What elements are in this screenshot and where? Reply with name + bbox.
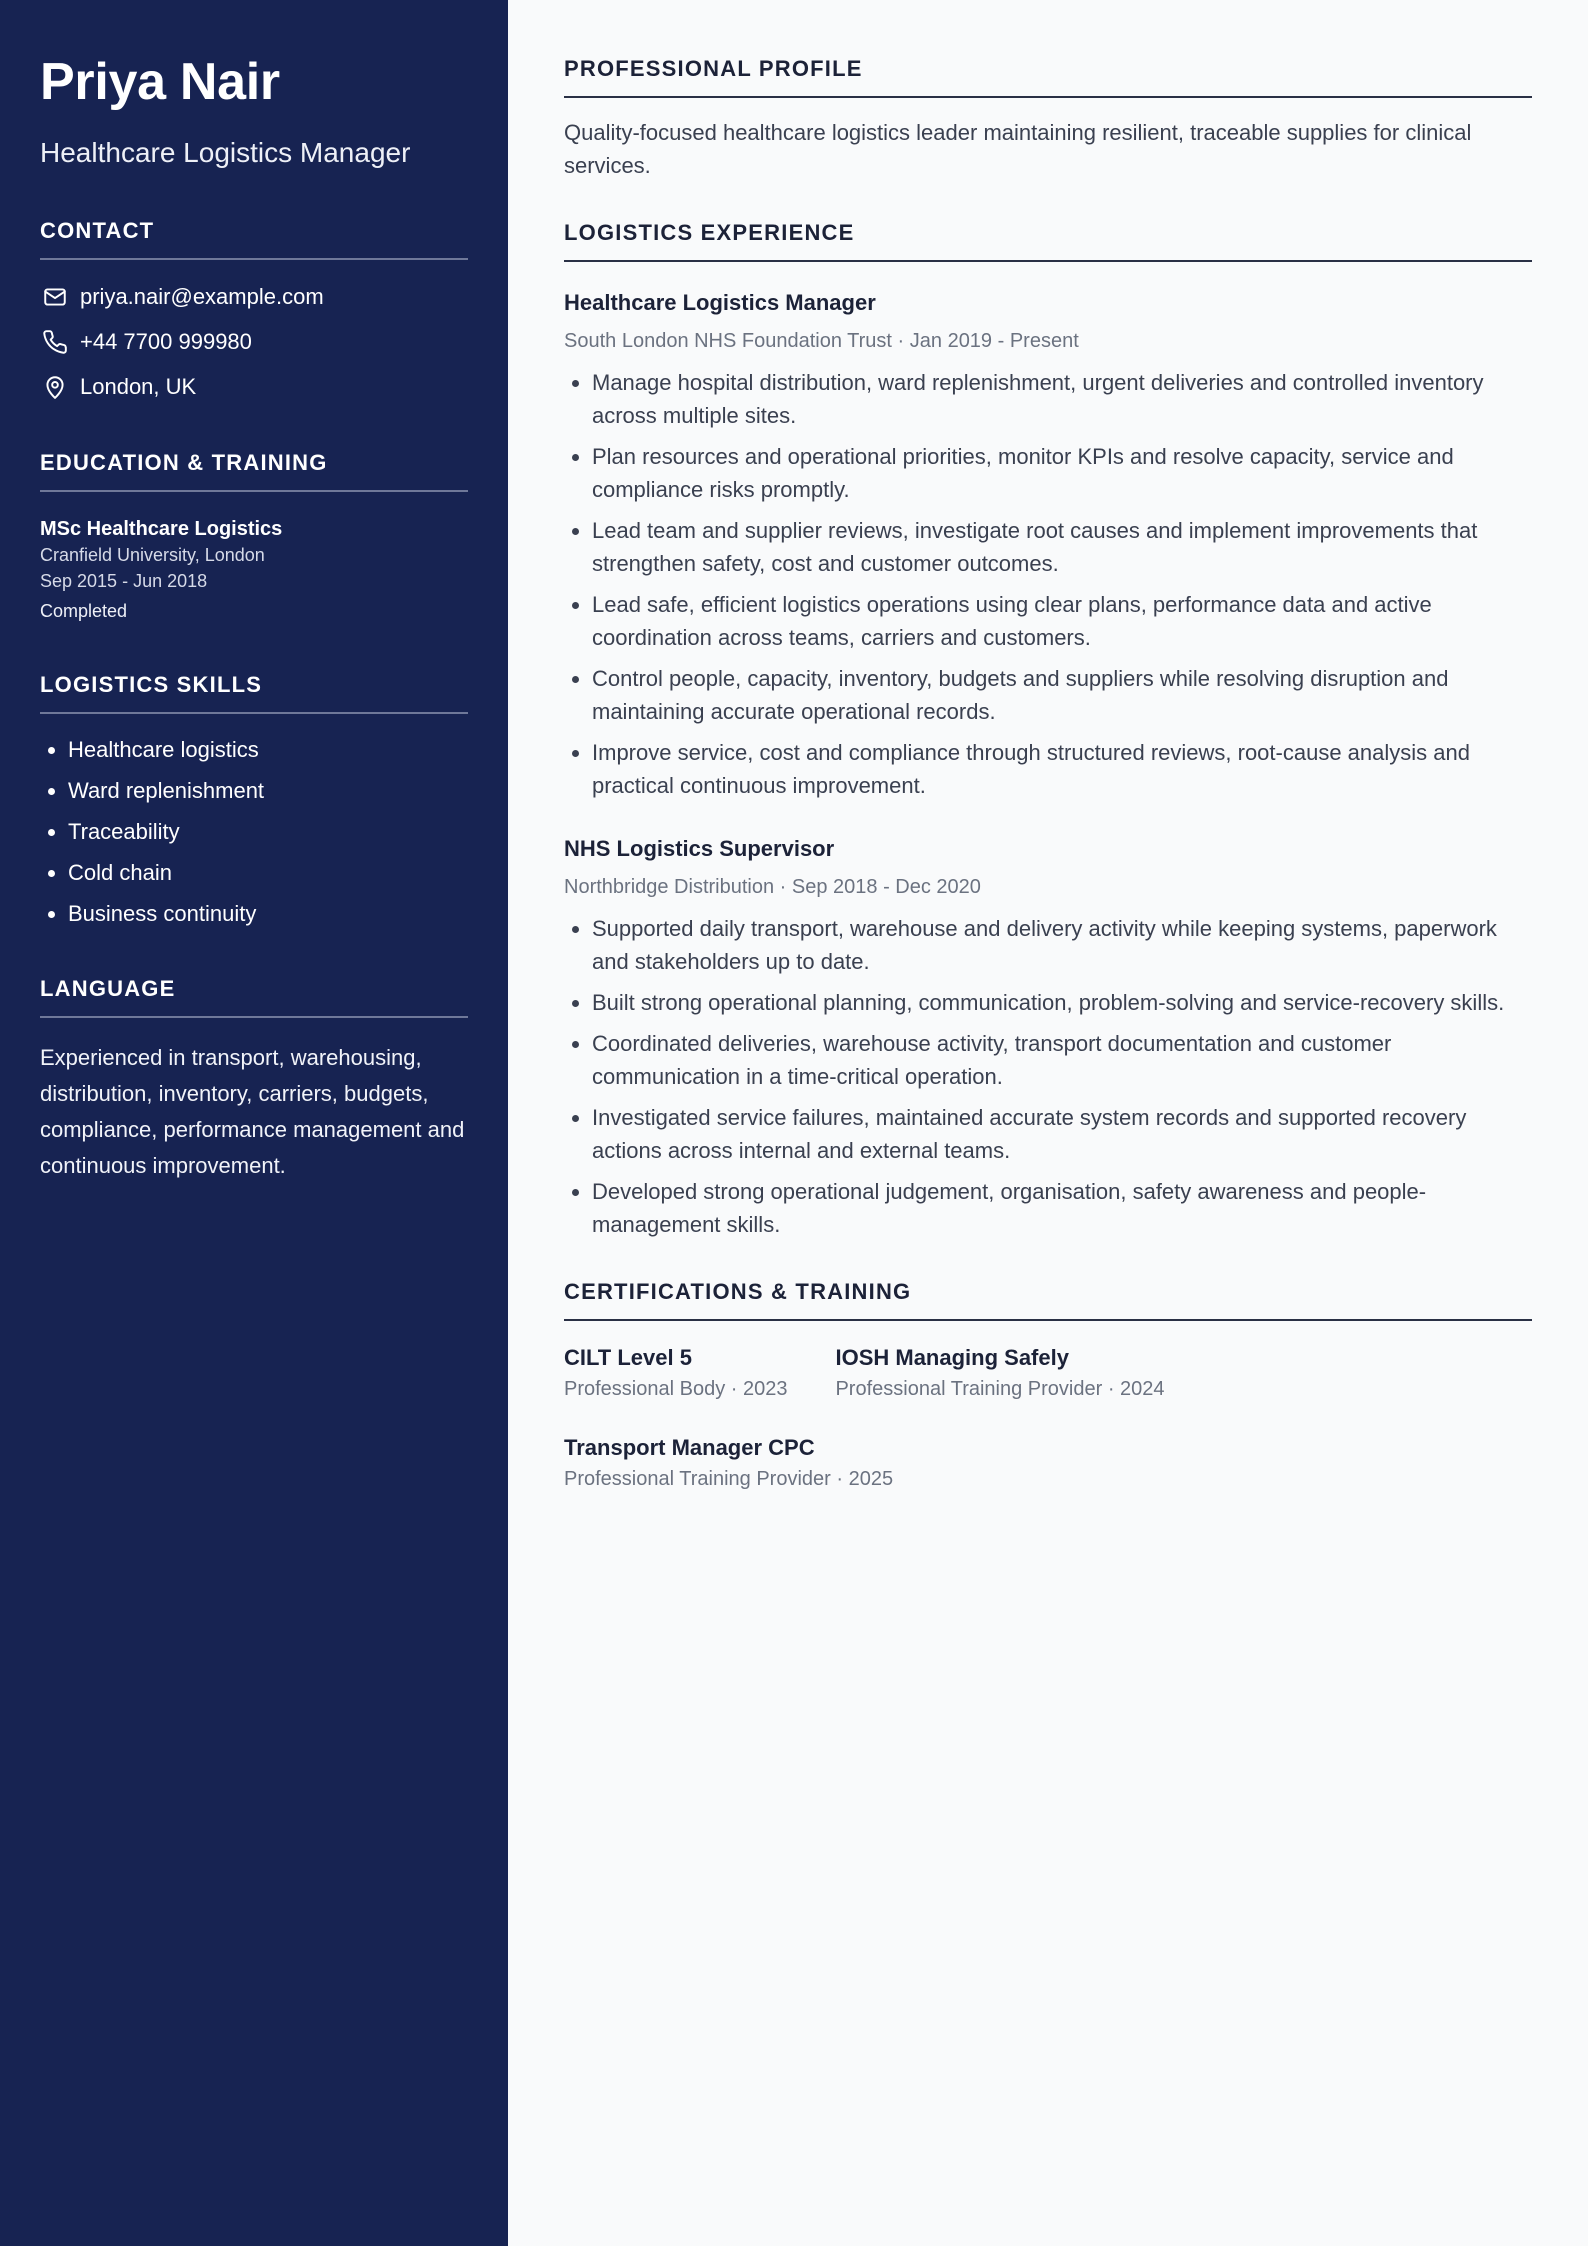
email-text[interactable]: priya.nair@example.com [80,284,324,309]
job-bullet: • Improve service, cost and compliance through structured reviews, root-cause analysis and practical continuous improvement. [592,736,1532,802]
certifications-section [564,1279,1532,1523]
skill-item: • Ward replenishment [68,777,468,805]
candidate-role: Healthcare Logistics Manager [40,137,411,168]
contact-phone [40,327,468,357]
contact-section [40,218,468,402]
education-degree: MSc Healthcare Logistics [40,518,283,540]
cert-name: CILT Level 5 [564,1345,692,1370]
skill-item: • Traceability [68,818,468,846]
profile-title: PROFESSIONAL PROFILE [564,56,1532,98]
education-status: Completed [40,601,128,621]
cert-item [835,1343,1164,1403]
education-dates: Sep 2015 - Jun 2018 [40,571,208,591]
cert-meta: Professional Training Provider · 2025 [564,1468,894,1490]
skills-title: LOGISTICS SKILLS [40,672,468,714]
contact-title: CONTACT [40,218,468,260]
job-bullets [564,366,1532,802]
main-content [508,0,1588,2246]
certifications-title: CERTIFICATIONS & TRAINING [564,1279,1532,1321]
phone-text[interactable]: +44 7700 999980 [80,329,252,354]
job-bullet: • Supported daily transport, warehouse and delivery activity while keeping systems, paperwork and stakeholders up to date. [592,912,1532,978]
cert-meta: Professional Body · 2023 [564,1378,788,1400]
experience-section [564,220,1532,1241]
location-text: London, UK [80,374,197,399]
job-bullet: • Lead team and supplier reviews, investigate root causes and implement improvements that strengthen safety, cost and customer outcomes. [592,514,1532,580]
contact-email [40,282,468,312]
job-title: NHS Logistics Supervisor [564,836,835,861]
job-bullet: • Manage hospital distribution, ward replenishment, urgent deliveries and controlled inventory across multiple sites. [592,366,1532,432]
job-bullet: • Lead safe, efficient logistics operations using clear plans, performance data and active coordination across teams, carriers and customers. [592,588,1532,654]
job-meta: South London NHS Foundation Trust · Jan 2019 - Present [564,330,1079,352]
skills-section [40,672,468,928]
skill-item: • Cold chain [68,859,468,887]
education-institution: Cranfield University, London [40,545,265,565]
skill-item: • Healthcare logistics [68,736,468,764]
job-bullet: • Plan resources and operational priorities, monitor KPIs and resolve capacity, service and compliance risks promptly. [592,440,1532,506]
location-pin-icon [40,372,70,402]
job-meta: Northbridge Distribution · Sep 2018 - Dec 2020 [564,876,981,898]
job-entry [564,834,1532,1241]
cert-item [564,1433,1484,1493]
job-bullet: • Built strong operational planning, communication, problem-solving and service-recovery skills. [592,986,1532,1019]
experience-title: LOGISTICS EXPERIENCE [564,220,1532,262]
skills-list [40,736,468,928]
candidate-name: Priya Nair [40,53,280,111]
job-bullet: • Coordinated deliveries, warehouse activity, transport documentation and customer communication in a time-critical operation. [592,1027,1532,1093]
cert-name: Transport Manager CPC [564,1435,815,1460]
job-bullets [564,912,1532,1241]
language-title: LANGUAGE [40,976,468,1018]
job-bullet: • Developed strong operational judgement, organisation, safety awareness and people-management skills. [592,1175,1532,1241]
language-text: Experienced in transport, warehousing, distribution, inventory, carriers, budgets, compliance, performance management and continuous improvement. [40,1045,465,1178]
contact-location [40,372,468,402]
phone-icon [40,327,70,357]
sidebar [0,0,508,2246]
job-entry [564,288,1532,802]
certifications-grid [564,1343,1532,1523]
contact-list [40,282,468,402]
cert-item [564,1343,787,1403]
cert-name: IOSH Managing Safely [835,1345,1069,1370]
mail-icon [40,282,70,312]
education-title: EDUCATION & TRAINING [40,450,468,492]
profile-section [564,56,1532,182]
language-section [40,976,468,1184]
education-section [40,450,468,624]
profile-text: Quality-focused healthcare logistics leader maintaining resilient, traceable supplies for clinical services. [564,120,1472,178]
job-bullet: • Investigated service failures, maintained accurate system records and supported recovery actions across internal and external teams. [592,1101,1532,1167]
cert-meta: Professional Training Provider · 2024 [835,1378,1165,1400]
skill-item: • Business continuity [68,900,468,928]
job-title: Healthcare Logistics Manager [564,290,876,315]
job-bullet: • Control people, capacity, inventory, budgets and suppliers while resolving disruption and maintaining accurate operational records. [592,662,1532,728]
